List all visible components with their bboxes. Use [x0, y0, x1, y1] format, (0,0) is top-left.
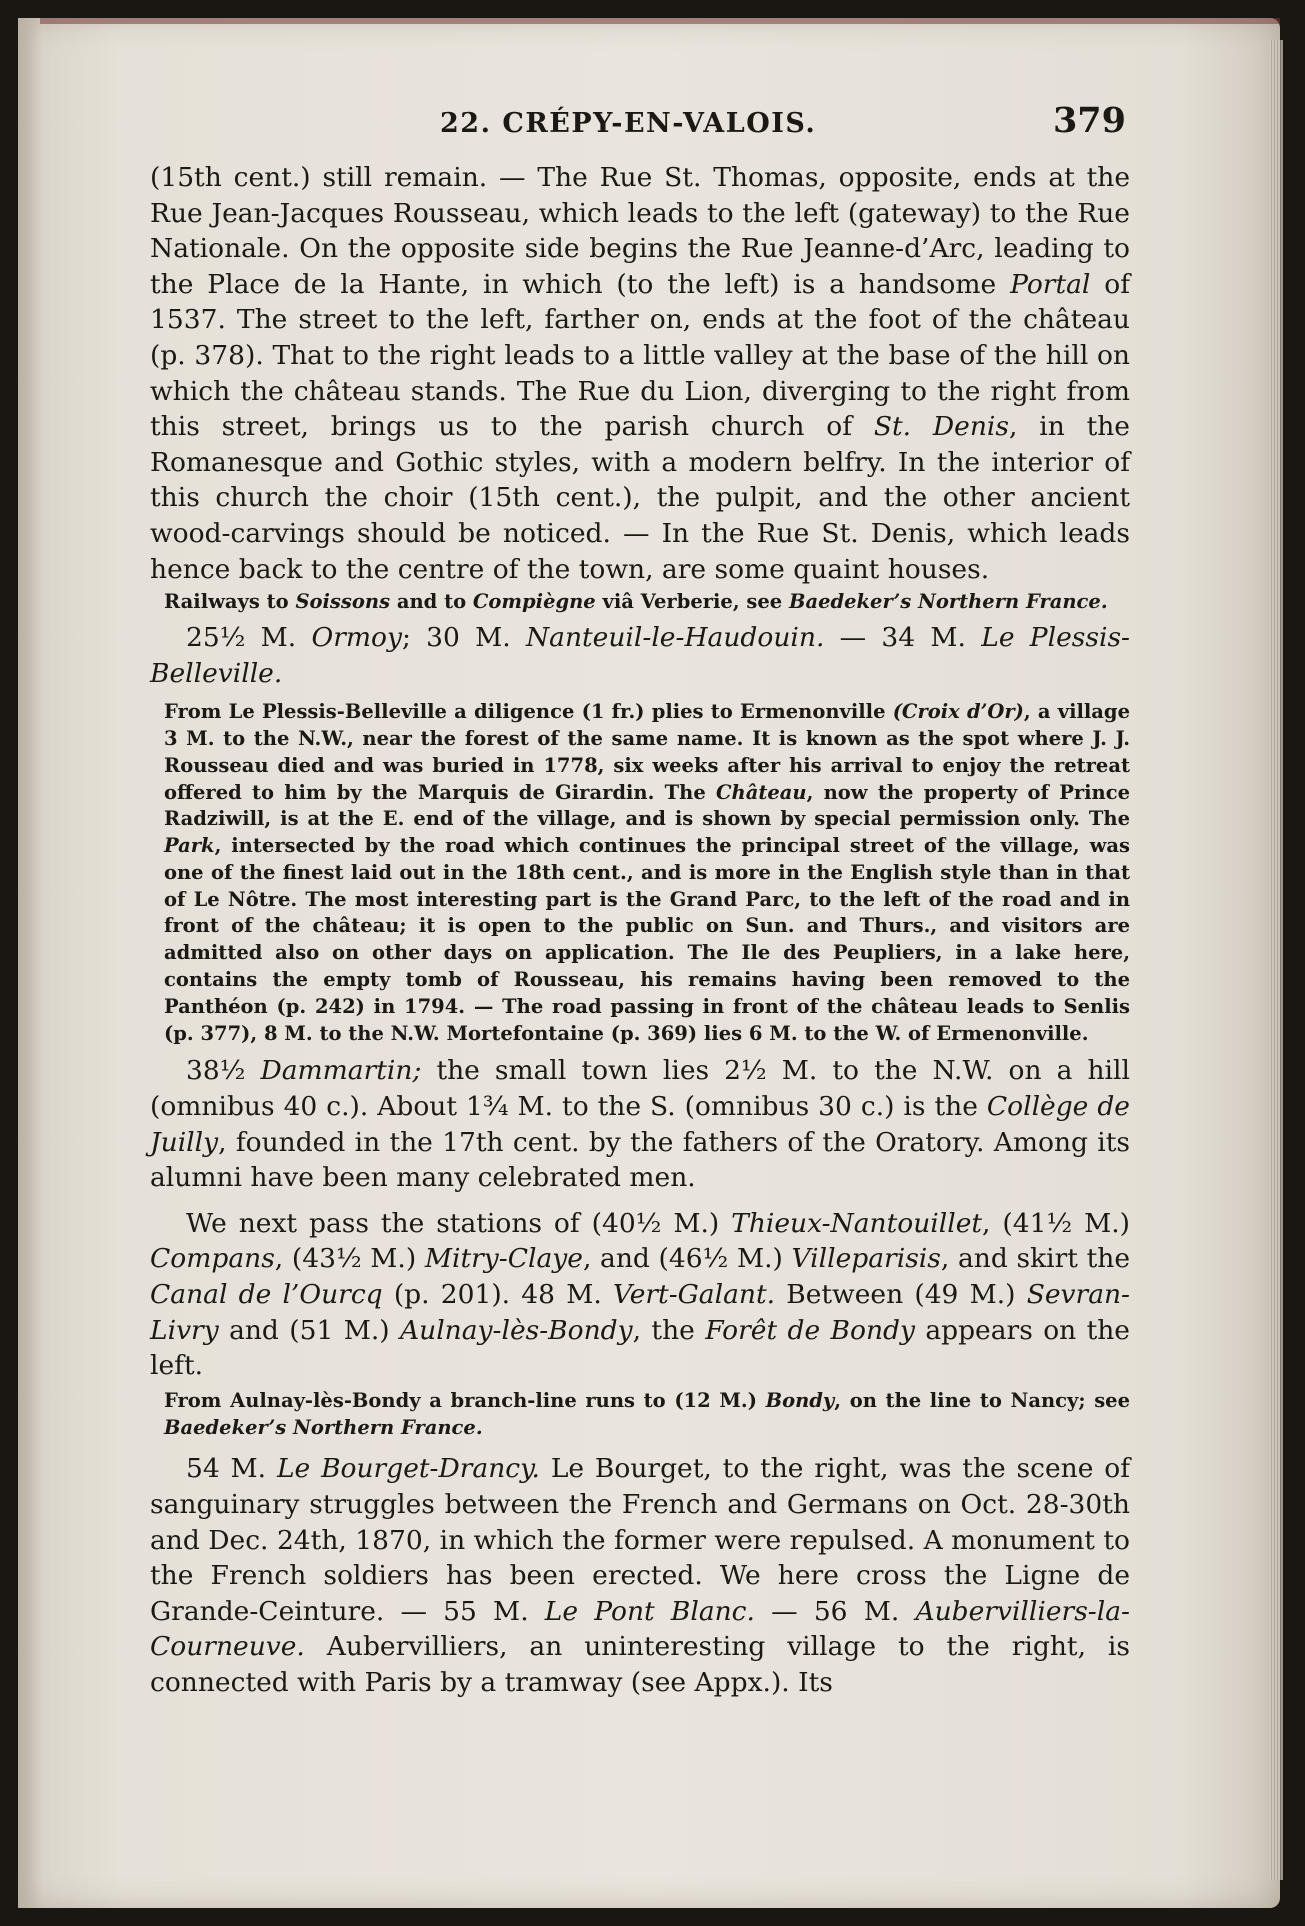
text-run: ; 30 M.: [401, 621, 526, 653]
text-run: , in the Romanesque and Gothic styles, with a modern belfry. In the interior of this church the choir (15th cent.), the pulpit, and the other ancient wood-carvings should be noticed. — In the Rue St. Denis, which leads hence back to the centre of the town, are some quaint houses.: [150, 411, 1130, 585]
text-run: — 34 M.: [824, 621, 982, 653]
italic-text: Le Bourget-Drancy.: [276, 1453, 540, 1485]
italic-text: St. Denis: [873, 411, 1009, 443]
page-gutter: [18, 18, 42, 1908]
italic-text: Aulnay-lès-Bondy: [400, 1314, 633, 1346]
top-binding-edge: [40, 18, 1280, 24]
small-print-note: [150, 589, 1130, 616]
text-run: the small town lies 2½ M. to the N.W. on a hill (omnibus 40 c.). About 1¾ M. to the S. (omnibus 30 c.) is the: [150, 1055, 1130, 1123]
text-run: of 1537. The street to the left, farther on, ends at the foot of the château (p. 378). That to the right leads to a little valley at the base of the hill on which the château stands. The Rue du Lion, diverging to the right from this street, brings us to the parish church of: [150, 268, 1131, 443]
paragraph: [150, 1206, 1130, 1384]
text-run: , and skirt the: [940, 1243, 1130, 1275]
italic-text: Villeparisis: [791, 1243, 941, 1275]
italic-text: Le Pont Blanc.: [544, 1595, 755, 1627]
italic-text: Compiègne: [472, 590, 596, 614]
page-text-block: [150, 100, 1130, 1701]
text-run: , (43½ M.): [274, 1243, 425, 1275]
italic-text: Dammartin;: [260, 1055, 422, 1087]
paragraph: [150, 1053, 1130, 1195]
italic-text: Canal de l’Ourcq: [150, 1279, 383, 1311]
text-run: and (51 M.): [218, 1314, 400, 1346]
italic-text: Sevran-Livry: [150, 1279, 1131, 1346]
text-run: Railways to: [164, 590, 296, 614]
italic-text: Thieux-Nantouillet: [731, 1207, 983, 1239]
text-run: , founded in the 17th cent. by the fathers of the Oratory. Among its alumni have been many celebrated men.: [150, 1126, 1130, 1194]
italic-text: Ormoy: [311, 621, 402, 653]
italic-text: Mitry-Claye: [424, 1243, 583, 1275]
small-print-note: [150, 1388, 1130, 1442]
italic-text: Soissons: [295, 590, 391, 614]
text-run: (15th cent.) still remain. — The Rue St. Thomas, opposite, ends at the Rue Jean-Jacques Rousseau, which leads to the left (gateway) to the Rue Nationale. On the opposite side begins the Rue Jeanne-d’Arc, leading to the Place de la Hante, in which (to the left) is a handsome: [150, 162, 1130, 300]
text-run: Aubervilliers, an uninteresting village to the right, is connected with Paris by a tramway (see Appx.). Its: [150, 1631, 1130, 1698]
text-run: From Le Plessis-Belleville a diligence (1 fr.) plies to Ermenonville: [164, 700, 893, 724]
text-run: , the: [632, 1314, 706, 1346]
italic-text: Park: [164, 834, 215, 858]
italic-text: Le Plessis-Belleville.: [150, 621, 1130, 689]
paragraph: [150, 160, 1130, 587]
text-run: , on the line to Nancy; see: [834, 1388, 1130, 1412]
italic-text: Collège de Juilly: [150, 1091, 1130, 1158]
italic-text: Château: [716, 780, 807, 804]
text-run: , (41½ M.): [982, 1207, 1130, 1239]
text-run: appears on the left.: [150, 1314, 1130, 1382]
italic-text: Bondy: [765, 1388, 835, 1412]
text-run: , intersected by the road which continues the principal street of the village, was one of the finest laid out in the 18th cent., and is more in the English style than in that of Le Nôtre. The most interesting part is the Grand Parc, to the left of the road and in front of the château; it is open to the public on Sun. and Thurs., and visitors are admitted also on other days on application. The Ile des Peupliers, in a lake here, contains the empty tomb of Rousseau, his remains having been removed to the Panthéon (p. 242) in 1794. — The road passing in front of the château leads to Senlis (p. 377), 8 M. to the N.W. Mortefontaine (p. 369) lies 6 M. to the W. of Ermenonville.: [164, 834, 1130, 1045]
text-run: Between (49 M.): [775, 1279, 1027, 1311]
italic-text: Compans: [150, 1243, 275, 1275]
page-header: [150, 100, 1130, 160]
italic-text: Nanteuil-le-Haudouin.: [525, 621, 825, 653]
text-run: and to: [390, 590, 473, 614]
text-run: 38½: [186, 1055, 261, 1087]
text-run: , a village 3 M. to the N.W., near the forest of the same name. It is known as the spot where J. J. Rousseau died and was buried in 1778, six weeks after his arrival to enjoy the retreat offered to him by the Marquis de Girardin. The: [164, 700, 1130, 804]
italic-text: Forêt de Bondy: [705, 1314, 915, 1346]
text-run: We next pass the stations of (40½ M.): [186, 1207, 732, 1239]
paragraph: [150, 620, 1130, 691]
small-print-note: [150, 699, 1130, 1047]
italic-text: Vert-Galant.: [612, 1279, 776, 1311]
italic-text: Baedeker’s Northern France.: [164, 1415, 483, 1439]
text-run: — 56 M.: [754, 1595, 916, 1627]
italic-text: Baedeker’s Northern France.: [788, 590, 1108, 614]
italic-text: (Croix d’Or): [892, 700, 1024, 724]
text-run: From Aulnay-lès-Bondy a branch-line runs to (12 M.): [164, 1388, 766, 1412]
text-run: , and (46½ M.): [582, 1243, 792, 1275]
page-number: 379: [1052, 100, 1126, 141]
text-run: (p. 201). 48 M.: [382, 1279, 613, 1311]
text-run: Le Bourget, to the right, was the scene of sanguinary struggles between the French and Germans on Oct. 28-30th and Dec. 24th, 1870, in which the former were repulsed. A monument to the French soldiers has been erected. We here cross the Ligne de Grande-Ceinture. — 55 M.: [150, 1453, 1131, 1627]
page-fore-edge: [1269, 40, 1283, 1880]
paragraph: [150, 1451, 1130, 1700]
text-run: viâ Verberie, see: [595, 590, 789, 614]
running-head: 22. CRÉPY-EN-VALOIS.: [440, 108, 817, 139]
text-run: 54 M.: [186, 1453, 277, 1485]
italic-text: Aubervilliers-la-Courneuve.: [150, 1595, 1130, 1663]
italic-text: Portal: [1010, 268, 1091, 300]
text-run: 25½ M.: [186, 621, 312, 653]
text-run: , now the property of Prince Radziwill, is at the E. end of the village, and is shown by special permission only. The: [164, 780, 1131, 831]
